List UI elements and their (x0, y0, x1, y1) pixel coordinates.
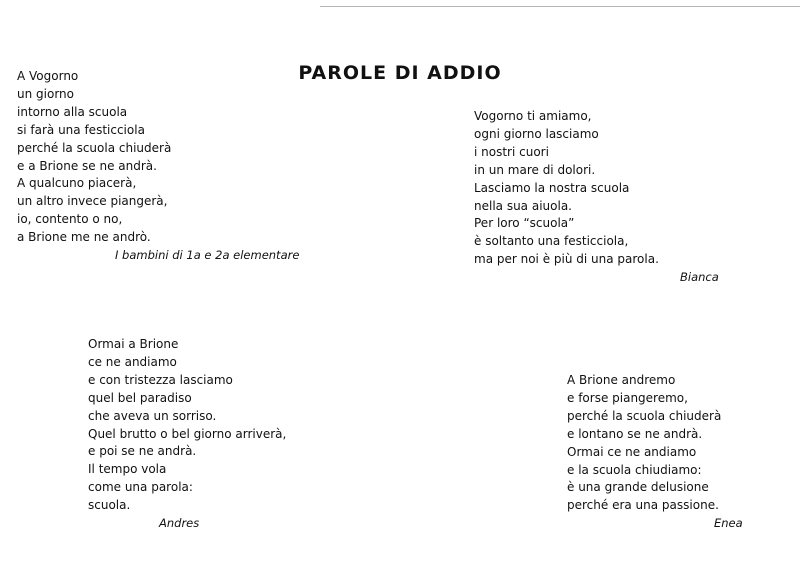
poem-line: A Vogorno (17, 69, 79, 83)
poem-line: un giorno (17, 86, 74, 101)
poem-line: Vogorno ti amiamo, (474, 109, 592, 123)
poem-block-4 (567, 372, 743, 532)
poem-line: i nostri cuori (474, 144, 549, 159)
poem-block-2 (474, 108, 719, 286)
scan-edge-line (320, 6, 800, 7)
poem-line: in un mare di dolori. (474, 162, 596, 177)
poem-signature: Enea (714, 516, 743, 531)
poem-line: e la scuola chiudiamo: (567, 462, 702, 477)
poem-line: intorno alla scuola (17, 104, 128, 119)
poem-line: quel bel paradiso (88, 390, 192, 405)
poem-line: e poi se ne andrà. (88, 444, 197, 459)
poem-line: un altro invece piangerà, (17, 194, 168, 209)
poem-line: Ormai ce ne andiamo (567, 444, 697, 459)
poem-line: perché la scuola chiuderà (17, 140, 172, 155)
poem-block-3 (88, 336, 286, 532)
poem-line: Quel brutto o bel giorno arriverà, (88, 426, 287, 441)
poem-line: a Brione me ne andrò. (17, 230, 151, 245)
poem-line: ogni giorno lasciamo (474, 126, 599, 141)
poem-line: e con tristezza lasciamo (88, 372, 233, 387)
poem-line: ce ne andiamo (88, 354, 177, 369)
poem-block-1 (17, 68, 299, 264)
poem-line: che aveva un sorriso. (88, 408, 217, 423)
poem-line: A Brione andremo (567, 373, 676, 387)
poem-line: si farà una festicciola (17, 122, 145, 137)
poem-line: nella sua aiuola. (474, 198, 572, 213)
poem-line: A qualcuno piacerà, (17, 176, 137, 191)
poem-line: ma per noi è più di una parola. (474, 252, 659, 267)
page-title: PAROLE DI ADDIO (298, 61, 502, 84)
poem-line: come una parola: (88, 480, 193, 495)
poem-line: Ormai a Brione (88, 337, 179, 351)
poem-line: e a Brione se ne andrà. (17, 158, 157, 173)
poem-line: io, contento o no, (17, 212, 123, 227)
poem-line: scuola. (88, 498, 131, 513)
poem-signature: Andres (159, 516, 200, 531)
poem-line: Lasciamo la nostra scuola (474, 180, 630, 195)
poem-signature: I bambini di 1a e 2a elementare (115, 248, 300, 263)
poem-line: Per loro “scuola” (474, 216, 575, 231)
poem-line: e forse piangeremo, (567, 390, 688, 405)
poem-line: è una grande delusione (567, 480, 709, 495)
poem-line: perché era una passione. (567, 498, 719, 513)
poem-signature: Bianca (680, 270, 719, 285)
poem-line: è soltanto una festicciola, (474, 234, 629, 249)
poem-line: perché la scuola chiuderà (567, 408, 722, 423)
poem-line: e lontano se ne andrà. (567, 426, 703, 441)
poem-line: Il tempo vola (88, 462, 167, 477)
